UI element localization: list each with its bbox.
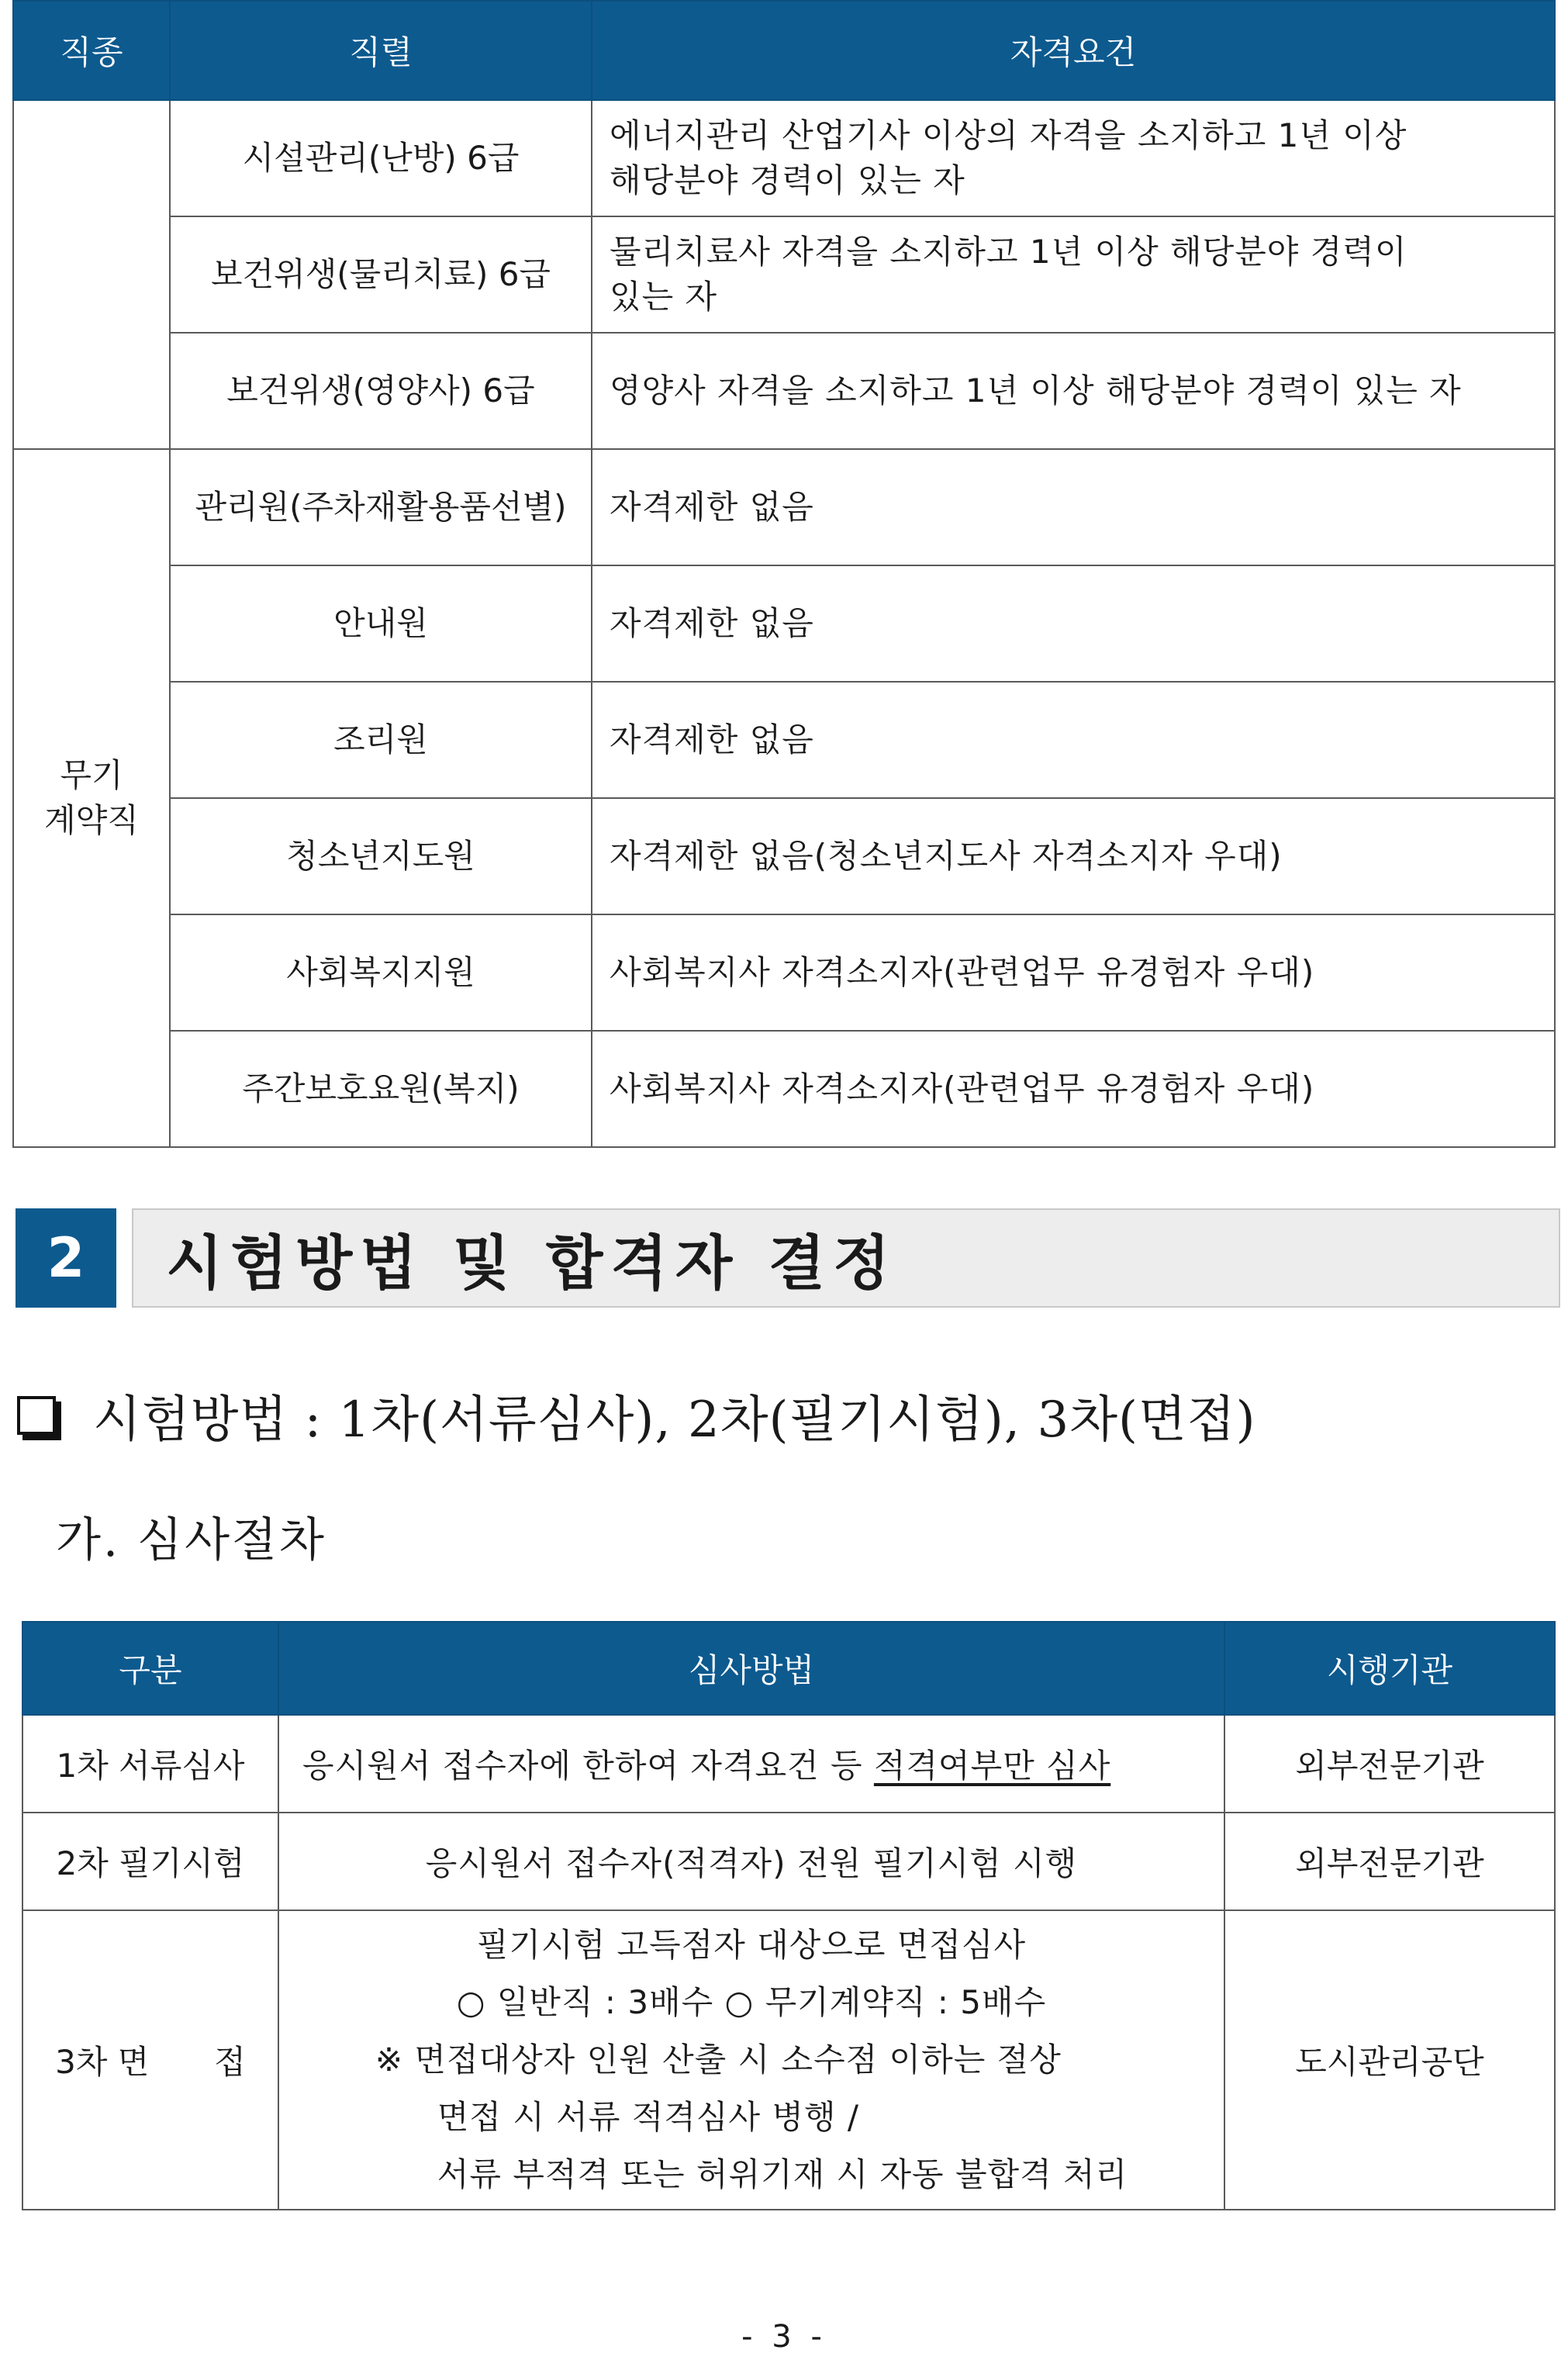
category-line: 계약직 xyxy=(44,801,139,839)
section-number-badge: 2 xyxy=(16,1208,116,1308)
requirement-line: 물리치료사 자격을 소지하고 1년 이상 해당분야 경력이 xyxy=(610,233,1407,271)
position-cell: 보건위생(영양사) 6급 xyxy=(170,333,592,449)
requirement-cell xyxy=(592,100,1555,216)
screening-procedure-table xyxy=(22,1621,1556,2210)
section-title: 시험방법 및 합격자 결정 xyxy=(166,1228,898,1298)
agency-cell: 외부전문기관 xyxy=(1224,1813,1555,1910)
table-row xyxy=(13,1031,1555,1147)
position-cell: 시설관리(난방) 6급 xyxy=(170,100,592,216)
exam-method-line xyxy=(17,1381,1256,1450)
requirement-cell: 자격제한 없음 xyxy=(592,682,1555,798)
page-number: - 3 - xyxy=(741,2319,827,2355)
requirement-cell: 자격제한 없음 xyxy=(592,449,1555,565)
table-header-row xyxy=(22,1622,1555,1715)
requirement-cell: 사회복지사 자격소지자(관련업무 유경험자 우대) xyxy=(592,914,1555,1031)
method-line: 서류 부적격 또는 허위기재 시 자동 불합격 처리 xyxy=(437,2155,1128,2193)
agency-cell: 외부전문기관 xyxy=(1224,1715,1555,1813)
header-requirements: 자격요건 xyxy=(592,1,1555,100)
header-job-type: 직종 xyxy=(13,1,170,100)
position-cell: 조리원 xyxy=(170,682,592,798)
requirement-line: 있는 자 xyxy=(610,278,718,316)
table-row xyxy=(13,798,1555,914)
method-line: ※ 면접대상자 인원 산출 시 소수점 이하는 절상 xyxy=(375,2041,1062,2079)
requirement-cell: 영양사 자격을 소지하고 1년 이상 해당분야 경력이 있는 자 xyxy=(592,333,1555,449)
category-line: 무기 xyxy=(60,756,123,794)
header-agency: 시행기관 xyxy=(1224,1622,1555,1715)
sub-heading: 가. 심사절차 xyxy=(56,1513,326,1567)
header-method: 심사방법 xyxy=(278,1622,1224,1715)
requirement-cell xyxy=(592,216,1555,333)
position-cell: 청소년지도원 xyxy=(170,798,592,914)
interview-method-lines xyxy=(375,1916,1128,2203)
stage-cell: 3차 면 접 xyxy=(22,1910,278,2210)
header-stage: 구분 xyxy=(22,1622,278,1715)
table-row xyxy=(13,449,1555,565)
exam-method-text: 시험방법 : 1차(서류심사), 2차(필기시험), 3차(면접) xyxy=(93,1391,1256,1449)
qualification-table xyxy=(12,0,1556,1148)
table-row xyxy=(13,682,1555,798)
table-row xyxy=(13,914,1555,1031)
category-cell-indefinite-contract xyxy=(13,449,170,1147)
requirement-cell: 사회복지사 자격소지자(관련업무 유경험자 우대) xyxy=(592,1031,1555,1147)
position-cell: 관리원(주차재활용품선별) xyxy=(170,449,592,565)
table-row xyxy=(13,100,1555,216)
method-line: 면접 시 서류 적격심사 병행 / xyxy=(437,2098,860,2136)
table-row xyxy=(22,1910,1555,2210)
category-cell-general xyxy=(13,100,170,449)
table-row xyxy=(13,333,1555,449)
method-cell: 응시원서 접수자(적격자) 전원 필기시험 시행 xyxy=(278,1813,1224,1910)
table-header-row xyxy=(13,1,1555,100)
requirement-line: 해당분야 경력이 있는 자 xyxy=(610,161,965,199)
method-cell xyxy=(278,1910,1224,2210)
requirement-cell: 자격제한 없음(청소년지도사 자격소지자 우대) xyxy=(592,798,1555,914)
stage-cell: 2차 필기시험 xyxy=(22,1813,278,1910)
position-cell: 사회복지지원 xyxy=(170,914,592,1031)
stage-cell: 1차 서류심사 xyxy=(22,1715,278,1813)
method-emphasis-text: 적격여부만 심사 xyxy=(873,1747,1111,1785)
method-line: 필기시험 고득점자 대상으로 면접심사 xyxy=(476,1926,1027,1964)
table-row xyxy=(22,1813,1555,1910)
position-cell: 안내원 xyxy=(170,565,592,682)
checkbox-bullet-icon xyxy=(17,1396,56,1435)
position-cell: 보건위생(물리치료) 6급 xyxy=(170,216,592,333)
agency-cell: 도시관리공단 xyxy=(1224,1910,1555,2210)
requirement-line: 에너지관리 산업기사 이상의 자격을 소지하고 1년 이상 xyxy=(610,116,1407,154)
header-position: 직렬 xyxy=(170,1,592,100)
method-line: ○ 일반직 : 3배수 ○ 무기계약직 : 5배수 xyxy=(456,1983,1047,2021)
requirement-cell: 자격제한 없음 xyxy=(592,565,1555,682)
table-row xyxy=(13,216,1555,333)
section-title-bar xyxy=(132,1208,1560,1308)
position-cell: 주간보호요원(복지) xyxy=(170,1031,592,1147)
method-text: 응시원서 접수자에 한하여 자격요건 등 xyxy=(302,1747,874,1785)
table-row xyxy=(22,1715,1555,1813)
table-row xyxy=(13,565,1555,682)
method-cell xyxy=(278,1715,1224,1813)
